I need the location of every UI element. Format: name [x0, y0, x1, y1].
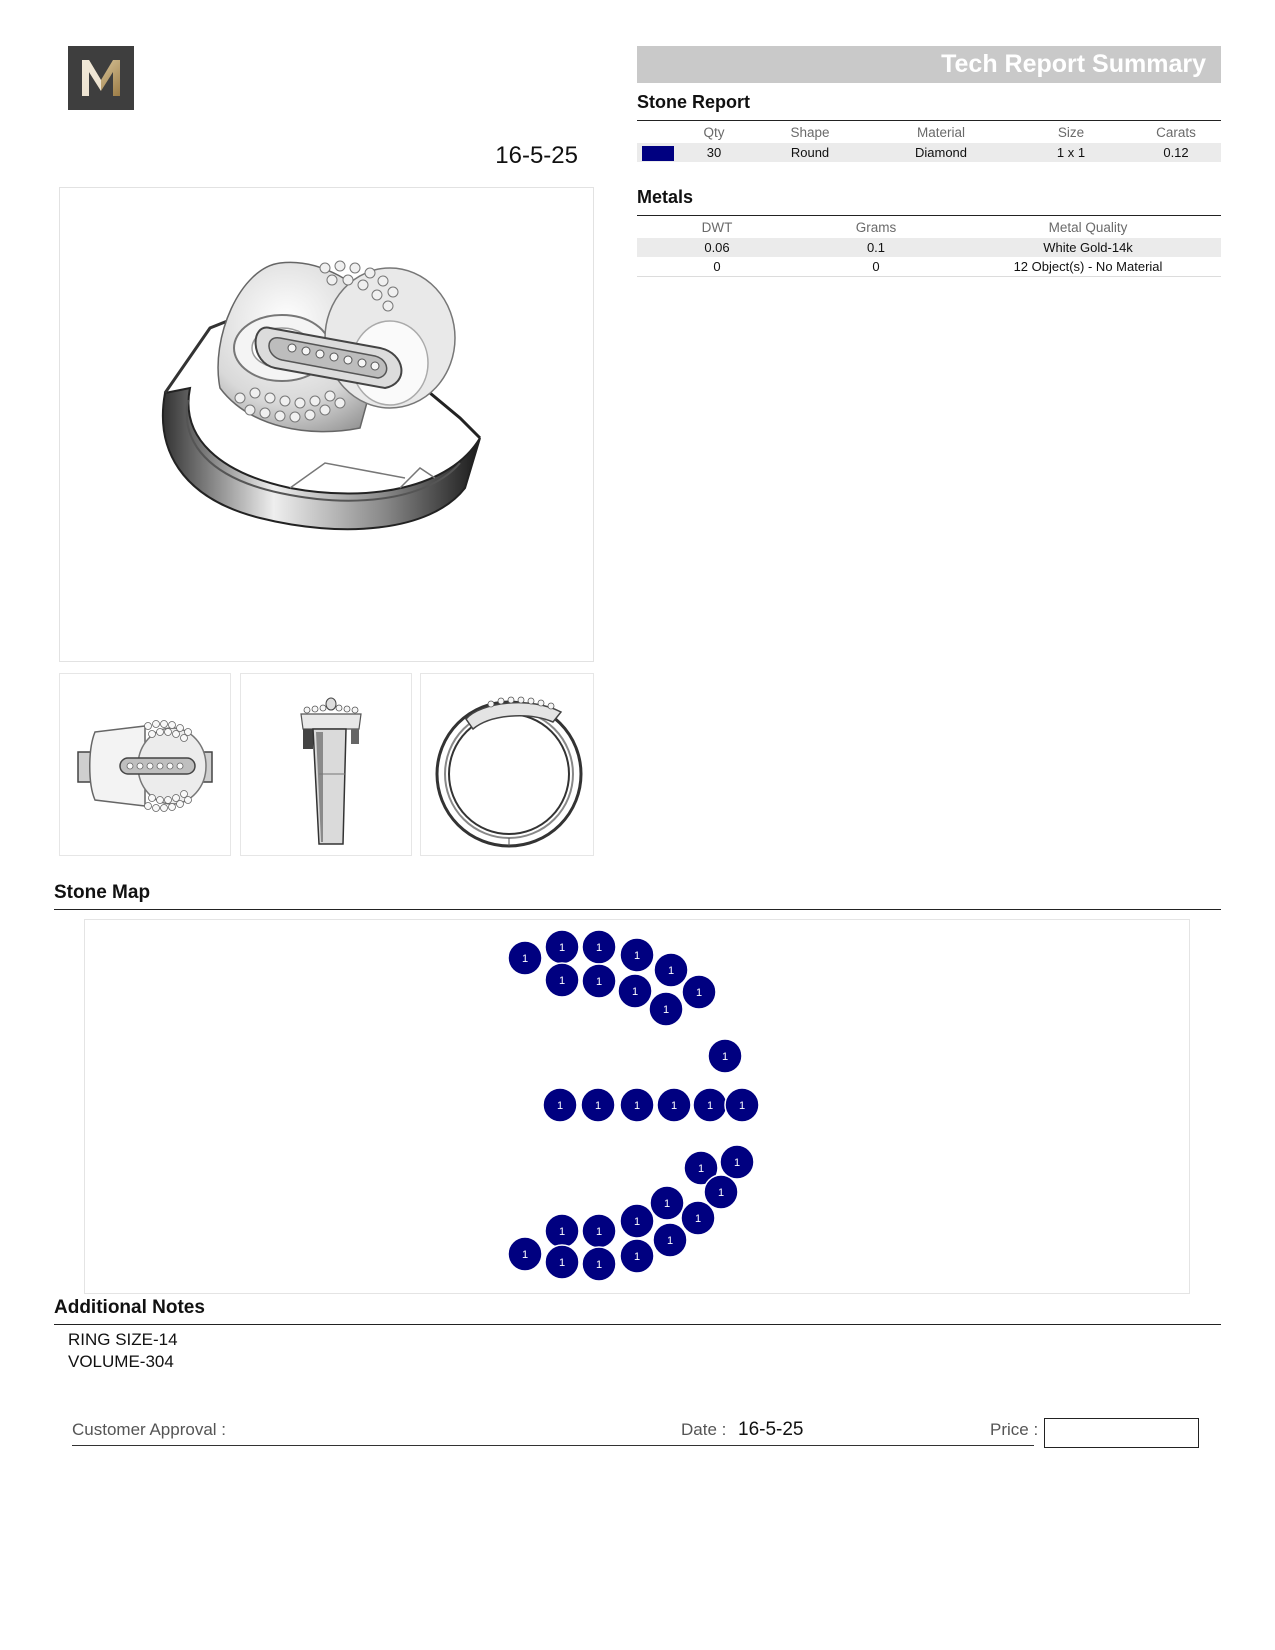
metal-quality: 12 Object(s) - No Material	[955, 257, 1221, 277]
document-date: 16-5-25	[495, 142, 578, 169]
stone-label: 1	[738, 1100, 746, 1112]
metals-heading: Metals	[637, 187, 694, 207]
stone-color-swatch-box	[642, 146, 674, 161]
stone-marker	[508, 1237, 542, 1271]
stone-marker	[693, 1088, 727, 1122]
stone-color-swatch	[637, 143, 679, 162]
stone-marker	[582, 1214, 616, 1248]
col-header-grams: Grams	[855, 220, 897, 235]
stone-marker	[545, 1214, 579, 1248]
metal-dwt: 0.06	[637, 238, 797, 257]
stone-label: 1	[666, 1235, 674, 1247]
stone-carats: 0.12	[1131, 143, 1221, 162]
stone-marker	[708, 1039, 742, 1073]
customer-approval-signature-line[interactable]	[72, 1445, 1034, 1446]
stone-label: 1	[667, 965, 675, 977]
stone-marker	[653, 1223, 687, 1257]
stone-label: 1	[558, 1257, 566, 1269]
stone-label: 1	[662, 1004, 670, 1016]
stone-marker	[543, 1088, 577, 1122]
stone-marker	[620, 1088, 654, 1122]
stone-marker	[620, 1239, 654, 1273]
stone-label: 1	[633, 1100, 641, 1112]
stone-marker	[720, 1145, 754, 1179]
stone-label: 1	[697, 1163, 705, 1175]
stone-map-rule	[54, 909, 1221, 910]
m-logo-icon	[68, 46, 134, 110]
table-row	[637, 257, 1221, 277]
stone-label: 1	[663, 1198, 671, 1210]
col-header-size: Size	[1057, 125, 1085, 140]
ring-side-view-icon	[241, 674, 411, 855]
stone-label: 1	[521, 1249, 529, 1261]
note-line: RING SIZE-14	[68, 1330, 178, 1349]
metals-header-row	[637, 217, 1221, 238]
additional-notes-heading: Additional Notes	[54, 1297, 205, 1318]
metals-rule	[637, 215, 1221, 216]
stone-label: 1	[594, 1100, 602, 1112]
stone-report-table	[637, 122, 1221, 162]
stone-label: 1	[733, 1157, 741, 1169]
stone-label: 1	[595, 976, 603, 988]
note-line: VOLUME-304	[68, 1352, 174, 1371]
stone-label: 1	[694, 1213, 702, 1225]
stone-label: 1	[695, 987, 703, 999]
additional-notes-rule	[54, 1324, 1221, 1325]
stone-label: 1	[633, 1216, 641, 1228]
customer-approval-label: Customer Approval :	[72, 1420, 227, 1439]
ring-top-view-icon	[60, 674, 230, 855]
stone-marker	[649, 992, 683, 1026]
approval-date-value: 16-5-25	[738, 1419, 804, 1440]
price-label: Price :	[990, 1420, 1039, 1439]
stone-label: 1	[595, 942, 603, 954]
stone-label: 1	[717, 1187, 725, 1199]
company-logo	[68, 46, 134, 110]
stone-shape: Round	[749, 143, 871, 162]
table-row	[637, 143, 1221, 162]
stone-map-heading: Stone Map	[54, 882, 151, 903]
stone-label: 1	[558, 1226, 566, 1238]
stone-report-rule	[637, 120, 1221, 121]
approval-date-label: Date :	[681, 1420, 727, 1439]
stone-label: 1	[633, 950, 641, 962]
col-header-material: Material	[916, 125, 965, 140]
stone-label: 1	[558, 975, 566, 987]
stone-marker	[704, 1175, 738, 1209]
report-title: Tech Report Summary	[941, 50, 1206, 78]
stone-marker	[618, 974, 652, 1008]
stone-marker	[545, 930, 579, 964]
stone-marker	[508, 941, 542, 975]
stone-marker	[582, 964, 616, 998]
col-header-carats: Carats	[1156, 125, 1196, 140]
table-row	[637, 238, 1221, 257]
stone-map-diagram	[85, 920, 1189, 1293]
price-input[interactable]	[1044, 1418, 1199, 1448]
stone-material: Diamond	[871, 143, 1011, 162]
stone-marker	[725, 1088, 759, 1122]
stone-qty: 30	[679, 143, 749, 162]
stone-label: 1	[595, 1259, 603, 1271]
stone-label: 1	[521, 953, 529, 965]
ring-main-render	[59, 187, 594, 662]
stone-marker	[582, 930, 616, 964]
stone-size: 1 x 1	[1011, 143, 1131, 162]
ring-perspective-icon	[60, 188, 593, 661]
stone-marker	[657, 1088, 691, 1122]
swatch-col-header	[637, 122, 679, 143]
col-header-metal-quality: Metal Quality	[1048, 220, 1128, 235]
additional-notes-body	[68, 1329, 178, 1373]
stone-label: 1	[558, 942, 566, 954]
stone-marker	[581, 1088, 615, 1122]
stone-label: 1	[670, 1100, 678, 1112]
stone-marker	[545, 963, 579, 997]
stone-label: 1	[631, 986, 639, 998]
ring-side-view	[240, 673, 412, 856]
stone-marker	[582, 1247, 616, 1281]
stone-label: 1	[633, 1251, 641, 1263]
metal-dwt: 0	[637, 257, 797, 277]
stone-marker	[545, 1245, 579, 1279]
col-header-qty: Qty	[703, 125, 725, 140]
stone-label: 1	[556, 1100, 564, 1112]
metal-grams: 0.1	[797, 238, 955, 257]
col-header-dwt: DWT	[701, 220, 733, 235]
stone-map-panel	[84, 919, 1190, 1294]
stone-marker	[650, 1186, 684, 1220]
metals-table	[637, 217, 1221, 277]
stone-label: 1	[595, 1226, 603, 1238]
col-header-shape: Shape	[790, 125, 830, 140]
stone-marker	[620, 938, 654, 972]
stone-marker	[681, 1201, 715, 1235]
ring-top-view	[59, 673, 231, 856]
report-title-bar	[637, 46, 1221, 83]
ring-front-view-icon	[421, 674, 593, 855]
stone-marker	[654, 953, 688, 987]
stone-label: 1	[706, 1100, 714, 1112]
ring-front-view	[420, 673, 594, 856]
stone-marker	[682, 975, 716, 1009]
stone-report-header-row	[637, 122, 1221, 143]
metal-grams: 0	[797, 257, 955, 277]
stone-report-heading: Stone Report	[637, 92, 751, 112]
metal-quality: White Gold-14k	[955, 238, 1221, 257]
stone-marker	[620, 1204, 654, 1238]
stone-label: 1	[721, 1051, 729, 1063]
